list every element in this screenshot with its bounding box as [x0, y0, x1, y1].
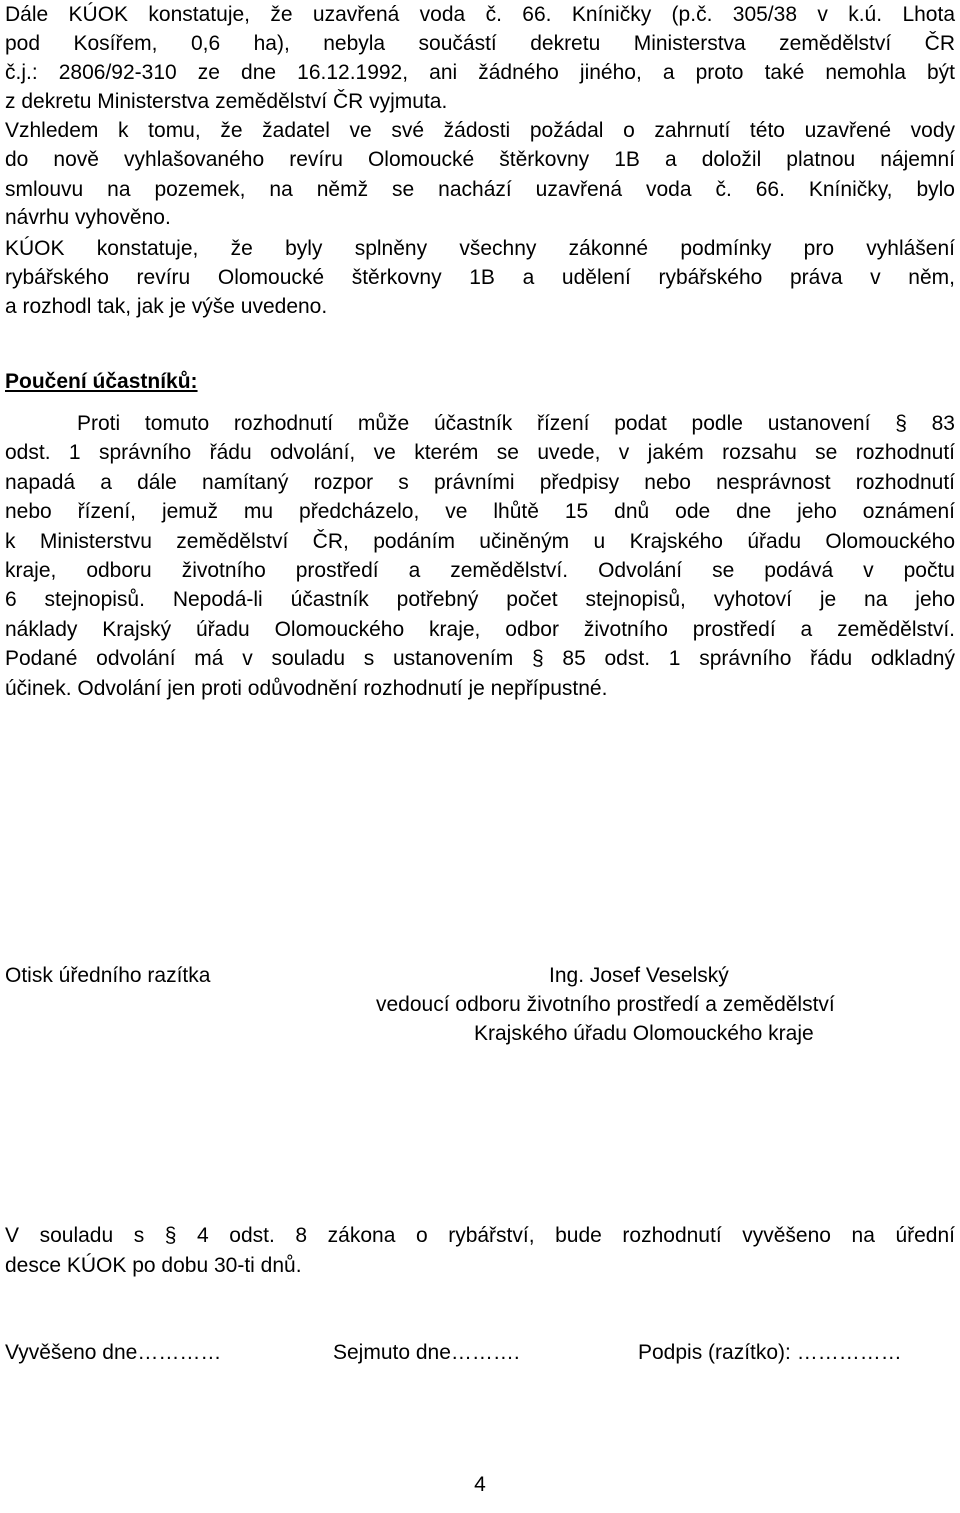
paragraph-2-line-3: smlouvu na pozemek, na němž se nachází uzavřená voda č. 66. Kníničky, bylo: [5, 178, 955, 201]
paragraph-4-line-9: Podané odvolání má v souladu s ustanovením § 85 odst. 1 správního řádu odkladný: [5, 647, 955, 670]
removed-date-field: Sejmuto dne……….: [333, 1341, 520, 1364]
paragraph-4-line-6: kraje, odboru životního prostředí a zemědělství. Odvolání se podává v počtu: [5, 559, 955, 582]
paragraph-4-line-4: nebo řízení, jemuž mu předcházelo, ve lhůtě 15 dnů ode dne jeho oznámení: [5, 500, 955, 523]
paragraph-1-line-1: Dále KÚOK konstatuje, že uzavřená voda č. 66. Kníničky (p.č. 305/38 v k.ú. Lhota: [5, 3, 955, 26]
paragraph-4-line-1: Proti tomuto rozhodnutí může účastník řízení podat podle ustanovení § 83: [77, 412, 955, 435]
page-number: 4: [474, 1473, 486, 1496]
paragraph-2-line-4: návrhu vyhověno.: [5, 206, 171, 229]
signatory-role: vedoucí odboru životního prostředí a zemědělství: [376, 993, 835, 1016]
notice-line-1: V souladu s § 4 odst. 8 zákona o rybářství, bude rozhodnutí vyvěšeno na úřední: [5, 1224, 955, 1247]
paragraph-4-line-3: napadá a dále namítaný rozpor s právními předpisy nebo nesprávnost rozhodnutí: [5, 471, 955, 494]
paragraph-1-line-4: z dekretu Ministerstva zemědělství ČR vyjmuta.: [5, 90, 448, 113]
signatory-office: Krajského úřadu Olomouckého kraje: [474, 1022, 814, 1045]
posted-date-field: Vyvěšeno dne…………: [5, 1341, 222, 1364]
notice-line-2: desce KÚOK po dobu 30-ti dnů.: [5, 1254, 302, 1277]
paragraph-3-line-2: rybářského revíru Olomoucké štěrkovny 1B a udělení rybářského práva v něm,: [5, 266, 955, 289]
paragraph-3-line-3: a rozhodl tak, jak je výše uvedeno.: [5, 295, 328, 318]
paragraph-1-line-2: pod Kosířem, 0,6 ha), nebyla součástí dekretu Ministerstva zemědělství ČR: [5, 32, 955, 55]
paragraph-4-line-8: náklady Krajský úřadu Olomouckého kraje, odbor životního prostředí a zemědělství.: [5, 618, 955, 641]
paragraph-2-line-1: Vzhledem k tomu, že žadatel ve své žádosti požádal o zahrnutí této uzavřené vody: [5, 119, 955, 142]
signature-field: Podpis (razítko): ……………: [638, 1341, 902, 1364]
paragraph-2-line-2: do nově vyhlašovaného revíru Olomoucké štěrkovny 1B a doložil platnou nájemní: [5, 148, 955, 171]
paragraph-1-line-3: č.j.: 2806/92-310 ze dne 16.12.1992, ani žádného jiného, a proto také nemohla být: [5, 61, 955, 84]
paragraph-4-line-7: 6 stejnopisů. Nepodá-li účastník potřebný počet stejnopisů, vyhotoví je na jeho: [5, 588, 955, 611]
instructions-heading: Poučení účastníků:: [5, 370, 198, 393]
paragraph-4-line-2: odst. 1 správního řádu odvolání, ve kterém se uvede, v jakém rozsahu se rozhodnutí: [5, 441, 955, 464]
paragraph-3-line-1: KÚOK konstatuje, že byly splněny všechny zákonné podmínky pro vyhlášení: [5, 237, 955, 260]
paragraph-4-line-5: k Ministerstvu zemědělství ČR, podáním učiněným u Krajského úřadu Olomouckého: [5, 530, 955, 553]
paragraph-4-line-10: účinek. Odvolání jen proti odůvodnění rozhodnutí je nepřípustné.: [5, 677, 608, 700]
signatory-name: Ing. Josef Veselský: [549, 964, 729, 987]
stamp-label: Otisk úředního razítka: [5, 964, 211, 987]
